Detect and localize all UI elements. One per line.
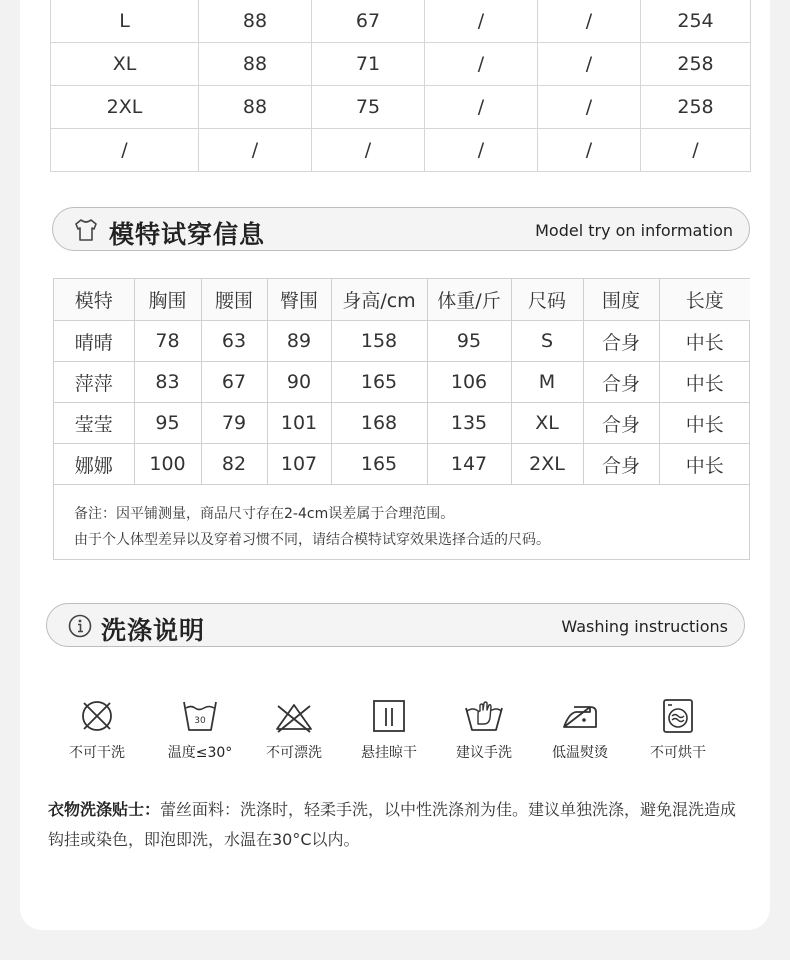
table-row [54, 444, 750, 485]
table-cell: 107 [267, 444, 331, 485]
column-header: 围度 [583, 279, 659, 321]
table-row [51, 0, 751, 43]
table-cell: 中长 [659, 403, 750, 444]
table-cell: 娜娜 [54, 444, 134, 485]
table-cell: 合身 [583, 444, 659, 485]
washing-section-title: 洗涤说明 [101, 616, 206, 645]
table-cell: 67 [201, 362, 267, 403]
table-cell: 萍萍 [54, 362, 134, 403]
table-cell: XL [511, 403, 583, 444]
washing-section-header [46, 603, 745, 647]
table-cell: 合身 [583, 362, 659, 403]
table-cell: 中长 [659, 321, 750, 362]
table-cell: 95 [134, 403, 201, 444]
table-row [54, 362, 750, 403]
table-cell: / [199, 129, 312, 172]
table-cell: 90 [267, 362, 331, 403]
wash-item-30 [150, 696, 250, 762]
table-cell: 95 [427, 321, 511, 362]
wash-label: 不可烘干 [650, 745, 706, 761]
no-bleach-icon [274, 696, 314, 736]
tips-label: 衣物洗涤贴士： [48, 800, 161, 819]
shirt-icon [73, 217, 99, 243]
table-cell: L [51, 0, 199, 43]
table-cell: 83 [134, 362, 201, 403]
wash-item-line-dry [339, 696, 439, 762]
table-cell: 88 [199, 86, 312, 129]
table-cell: 89 [267, 321, 331, 362]
table-cell: / [538, 86, 641, 129]
table-cell: 莹莹 [54, 403, 134, 444]
model-section-header [52, 207, 750, 251]
model-section-subtitle: Model try on information [535, 221, 733, 240]
table-cell: 254 [641, 0, 751, 43]
wash-item-no-bleach [244, 696, 344, 762]
wash-item-no-dry-clean [47, 696, 147, 762]
table-row [54, 321, 750, 362]
table-cell: / [425, 86, 538, 129]
washing-tips [48, 795, 752, 855]
column-header: 胸围 [134, 279, 201, 321]
table-cell: 67 [312, 0, 425, 43]
low-iron-icon [560, 696, 600, 736]
table-cell: 258 [641, 43, 751, 86]
note-line: 由于个人体型差异以及穿着习惯不同，请结合模特试穿效果选择合适的尺码。 [74, 532, 550, 548]
table-row [51, 129, 751, 172]
model-table-box [53, 278, 750, 560]
table-cell: 258 [641, 86, 751, 129]
wash-label: 温度≤30° [167, 745, 233, 761]
column-header: 腰围 [201, 279, 267, 321]
table-cell: 147 [427, 444, 511, 485]
wash-item-hand-wash [434, 696, 534, 762]
table-row [51, 43, 751, 86]
table-cell: 168 [331, 403, 427, 444]
table-cell: 晴晴 [54, 321, 134, 362]
wash-label: 悬挂晾干 [361, 745, 417, 761]
table-cell: / [51, 129, 199, 172]
table-cell: 106 [427, 362, 511, 403]
column-header: 臀围 [267, 279, 331, 321]
table-cell: / [312, 129, 425, 172]
wash-label: 不可漂洗 [266, 745, 322, 761]
table-header-row [54, 279, 750, 321]
table-cell: 75 [312, 86, 425, 129]
table-cell: 165 [331, 362, 427, 403]
table-cell: 135 [427, 403, 511, 444]
table-cell: 63 [201, 321, 267, 362]
table-cell: 2XL [51, 86, 199, 129]
wash-label: 建议手洗 [456, 745, 512, 761]
table-cell: 2XL [511, 444, 583, 485]
table-cell: 165 [331, 444, 427, 485]
table-cell: 71 [312, 43, 425, 86]
column-header: 尺码 [511, 279, 583, 321]
table-cell: 中长 [659, 444, 750, 485]
table-cell: 合身 [583, 321, 659, 362]
table-cell: 88 [199, 43, 312, 86]
table-cell: XL [51, 43, 199, 86]
washing-section-subtitle: Washing instructions [561, 617, 728, 636]
wash-30-icon [180, 696, 220, 736]
wash-label: 低温熨烫 [552, 745, 608, 761]
column-header: 身高/cm [331, 279, 427, 321]
table-cell: 合身 [583, 403, 659, 444]
table-cell: 79 [201, 403, 267, 444]
table-cell: 78 [134, 321, 201, 362]
size-table [50, 0, 751, 172]
hand-wash-icon [464, 696, 504, 736]
column-header: 体重/斤 [427, 279, 511, 321]
table-cell: M [511, 362, 583, 403]
table-cell: / [425, 129, 538, 172]
tips-text: 蕾丝面料：洗涤时，轻柔手洗，以中性洗涤剂为佳。建议单独洗涤，避免混洗造成钩挂或染色，即泡即洗，水温在30°C以内。 [48, 800, 737, 849]
column-header: 长度 [659, 279, 750, 321]
wash-item-low-iron [530, 696, 630, 762]
info-icon [67, 613, 93, 639]
table-cell: 88 [199, 0, 312, 43]
line-dry-icon [369, 696, 409, 736]
wash-temp-text: 30 [194, 716, 206, 726]
table-cell: / [425, 43, 538, 86]
wash-label: 不可干洗 [69, 745, 125, 761]
table-cell: / [538, 43, 641, 86]
table-cell: 中长 [659, 362, 750, 403]
table-row [51, 86, 751, 129]
table-cell: 158 [331, 321, 427, 362]
model-table [54, 279, 750, 485]
model-section-title: 模特试穿信息 [109, 220, 266, 249]
table-row [54, 403, 750, 444]
table-cell: 100 [134, 444, 201, 485]
table-cell: 101 [267, 403, 331, 444]
table-cell: / [641, 129, 751, 172]
column-header: 模特 [54, 279, 134, 321]
no-dry-clean-icon [77, 696, 117, 736]
no-tumble-dry-icon [658, 696, 698, 736]
model-notes [74, 501, 550, 553]
table-cell: / [538, 129, 641, 172]
table-cell: / [538, 0, 641, 43]
table-cell: S [511, 321, 583, 362]
wash-item-no-tumble-dry [628, 696, 728, 762]
table-cell: / [425, 0, 538, 43]
table-cell: 82 [201, 444, 267, 485]
note-line: 备注：因平铺测量，商品尺寸存在2-4cm误差属于合理范围。 [74, 506, 455, 522]
